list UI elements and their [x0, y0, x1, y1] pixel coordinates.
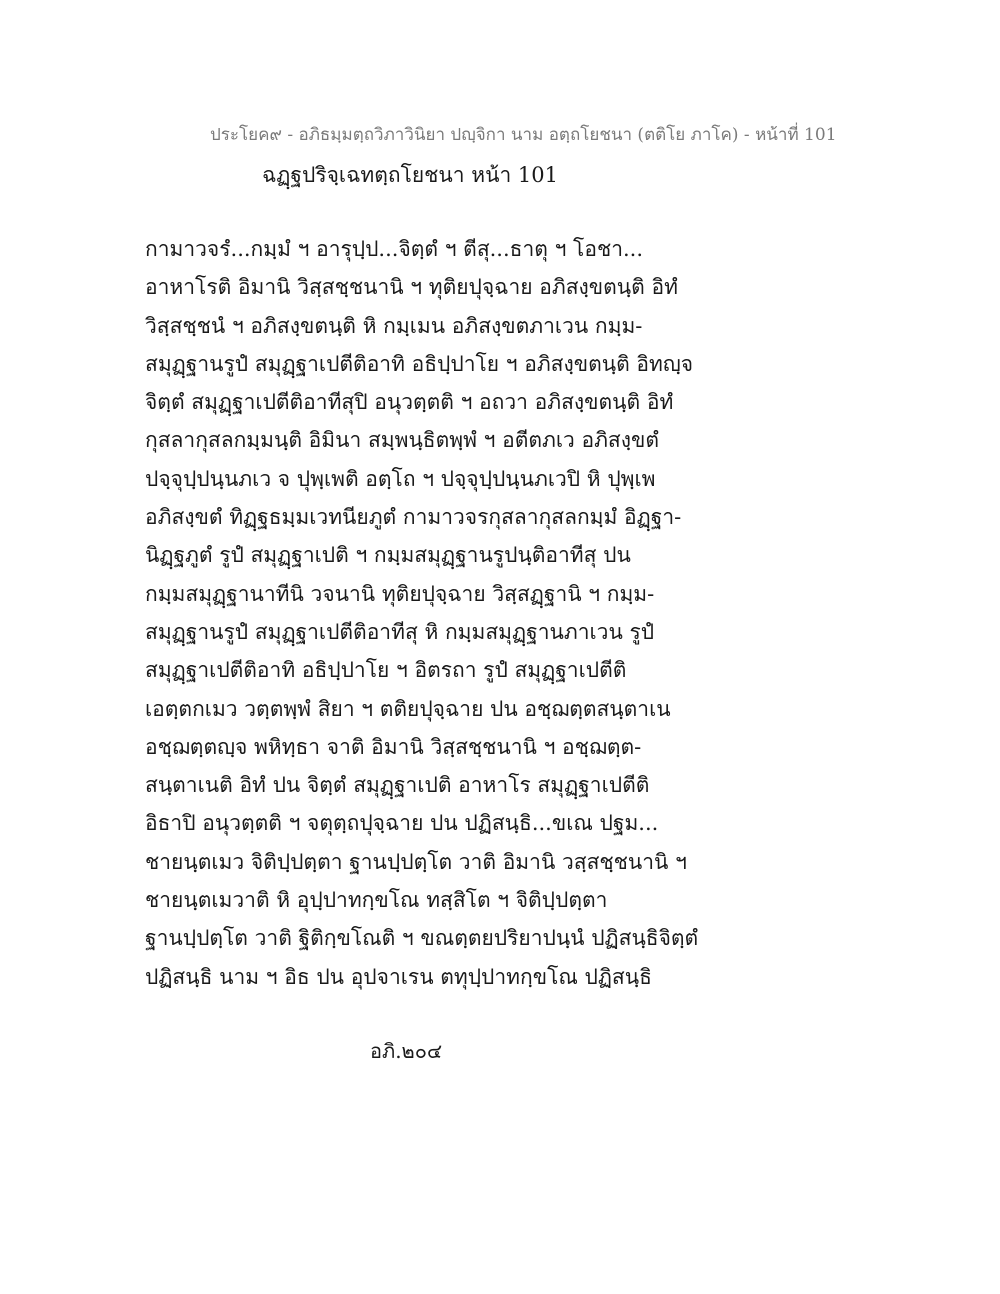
text-line: ปฏิสนฺธิ นาม ฯ อิธ ปน อุปจาเรน ตทุปฺปาทกฺขโณ ปฏิสนฺธิ [145, 964, 652, 989]
section-title: ฉฏฺฐปริจฺเฉทตฺถโยชนา หน้า 101 [262, 163, 558, 187]
text-line: ชายนฺตเมวาติ หิ อุปฺปาทกฺขโณ ทสฺสิโต ฯ จิติปฺปตฺตา [145, 888, 608, 913]
text-line: วิสฺสชฺชนํ ฯ อภิสงฺขตนฺติ หิ กมฺเมน อภิสงฺขตภาเวน กมฺม- [145, 313, 643, 338]
text-line: สมุฏฺฐานรูปํ สมุฏฺฐาเปตีติอาทิ อธิปฺปาโย ฯ อภิสงฺขตนฺติ อิทญฺจ [145, 351, 694, 376]
text-line: สมุฏฺฐานรูปํ สมุฏฺฐาเปตีติอาทีสุ หิ กมฺมสมุฏฺฐานภาเวน รูปํ [145, 619, 655, 644]
text-line: อชฺฌตฺตญฺจ พหิทฺธา จาติ อิมานิ วิสฺสชฺชนานิ ฯ อชฺฌตฺต- [145, 734, 642, 759]
text-line: สมุฏฺฐาเปตีติอาทิ อธิปฺปาโย ฯ อิตรถา รูปํ สมุฏฺฐาเปตีติ [145, 658, 627, 683]
running-header [0, 123, 1000, 147]
text-line: นิฏฺฐภูตํ รูปํ สมุฏฺฐาเปติ ฯ กมฺมสมุฏฺฐานรูปนฺติอาทีสุ ปน [145, 543, 631, 568]
text-line: ชายนฺตเมว จิติปฺปตฺตา ฐานปฺปตฺโต วาติ อิมานิ วสฺสชฺชนานิ ฯ [145, 849, 687, 874]
text-line: กามาวจรํ...กมฺมํ ฯ อารุปฺป...จิตฺตํ ฯ ตีสุ...ธาตุ ฯ โอชา... [145, 237, 644, 261]
body-text [145, 230, 885, 996]
text-line: อภิสงฺขตํ ทิฏฺฐธมฺมเวทนียภูตํ กามาวจรกุสลากุสลกมฺมํ อิฏฺฐา- [145, 505, 682, 530]
text-line: จิตฺตํ สมุฏฺฐาเปตีติอาทีสุปิ อนุวตฺตติ ฯ อถวา อภิสงฺขตนฺติ อิทํ [145, 390, 674, 415]
text-line: เอตฺตกเมว วตฺตพฺพํ สิยา ฯ ตติยปุจฺฉาย ปน อชฺฌตฺตสนฺตาเน [145, 696, 671, 721]
text-line: กุสลากุสลกมฺมนฺติ อิมินา สมฺพนฺธิตพฺพํ ฯ อตีตภเว อภิสงฺขตํ [145, 428, 659, 453]
text-line: อิธาปิ อนุวตฺตติ ฯ จตุตฺถปุจฺฉาย ปน ปฏิสนฺธิ...ขเณ ปฐม... [145, 811, 659, 836]
text-line: กมฺมสมุฏฺฐานาทีนิ วจนานิ ทุติยปุจฺฉาย วิสฺสฏฺฐานิ ฯ กมฺม- [145, 581, 655, 606]
running-header-text: ประโยค๙ - อภิธมฺมตฺถวิภาวินิยา ปญฺจิกา นาม อตฺถโยชนา (ตติโย ภาโค) - หน้าที่ 101 [210, 125, 837, 145]
text-line: สนฺตาเนติ อิทํ ปน จิตฺตํ สมุฏฺฐาเปติ อาหาโร สมุฏฺฐาเปตีติ [145, 773, 650, 798]
text-line: อาหาโรติ อิมานิ วิสฺสชฺชนานิ ฯ ทุติยปุจฺฉาย อภิสงฺขตนฺติ อิทํ [145, 275, 678, 300]
text-line: ปจฺจุปฺปนฺนภเว จ ปุพฺเพติ อตฺโถ ฯ ปจฺจุปฺปนฺนภเวปิ หิ ปุพฺเพ [145, 466, 656, 491]
text-line: ฐานปฺปตฺโต วาติ ฐิติกฺขโณติ ฯ ขณตฺตยปริยาปนฺนํ ปฏิสนฺธิจิตฺตํ [145, 926, 699, 951]
page-footer-code: อภิ.๒๐๔ [370, 1039, 443, 1063]
